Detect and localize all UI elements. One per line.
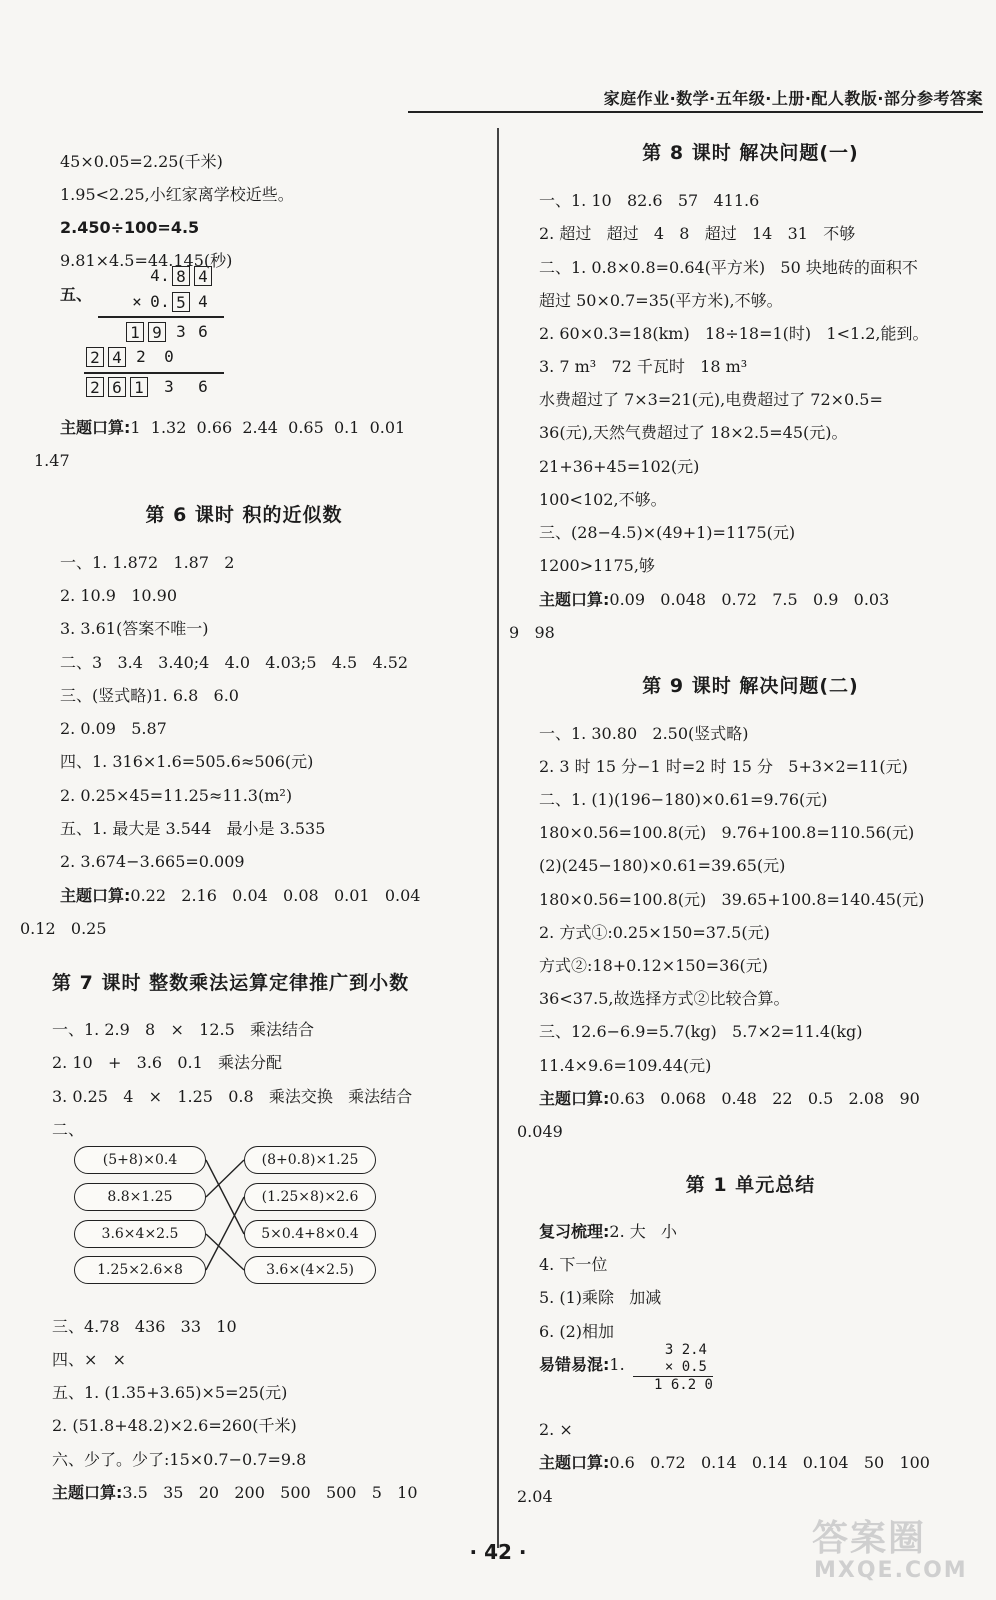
answer-line: 3. 7 m³ 72 千瓦时 18 m³ [539,357,748,376]
answer-line: 一、1. 1.872 1.87 2 [60,553,235,572]
answer-line: 0.049 [517,1122,563,1141]
answer-line: 二、1. 0.8×0.8=0.64(平方米) 50 块地砖的面积不 [539,258,918,277]
answer-line [52,1483,418,1503]
answer-values: 0.63 0.068 0.48 22 0.5 2.08 90 [609,1089,920,1108]
vm-row: 3 2.4 [664,1342,707,1358]
answer-line: 三、(竖式略)1. 6.8 6.0 [60,686,239,705]
answer-line: 2. × [539,1420,573,1439]
answer-line: 36(元),天然气费超过了 18×2.5=45(元)。 [539,423,848,442]
answer-line: 六、少了。少了:15×0.7−0.7=9.8 [52,1450,307,1469]
answer-line: 4. 下一位 [539,1255,608,1274]
answer-line: 1.95<2.25,小红家离学校近些。 [60,185,294,204]
watermark-logo [812,1508,982,1588]
digit-box: 1 [126,322,144,342]
section-label: 主题口算: [539,1453,610,1472]
digit: 3 [164,377,174,396]
page-number: · 42 · [469,1540,527,1564]
answer-line: 180×0.56=100.8(元) 9.76+100.8=110.56(元) [539,823,915,842]
expression-cloud: 1.25×2.6×8 [74,1256,206,1284]
section-label: 主题口算: [539,1089,610,1108]
digit: 4 [198,292,208,311]
section-label: 二、 [52,1120,85,1139]
match-line [206,1160,244,1234]
answer-line: 21+36+45=102(元) [539,457,700,476]
expression-cloud: 3.6×4×2.5 [74,1220,206,1248]
digit: 0 [150,292,160,311]
expression-cloud: 3.6×(4×2.5) [244,1256,376,1284]
lesson-title: 第 1 单元总结 [685,1174,816,1196]
vm-row: × 0.5 [633,1359,713,1377]
answer-line: 3. 3.61(答案不唯一) [60,619,209,638]
digit-box: 9 [148,322,166,342]
answer-line: 2. 0.09 5.87 [60,719,167,738]
answer-line: 0.12 0.25 [20,919,107,938]
digit: × [132,292,142,311]
match-line [206,1160,244,1197]
page-header: 家庭作业·数学·五年级·上册·配人教版·部分参考答案 [408,86,983,113]
answer-line: 2. 60×0.3=18(km) 18÷18=1(时) 1<1.2,能到。 [539,324,929,343]
answer-line: 超过 50×0.7=35(平方米),不够。 [539,291,783,310]
lesson-title: 第 8 课时 解决问题(一) [642,142,859,164]
answer-line: 四、1. 316×1.6=505.6≈506(元) [60,752,314,771]
answer-values: 0.6 0.72 0.14 0.14 0.104 50 100 [609,1453,930,1472]
answer-values: 1 1.32 0.66 2.44 0.65 0.1 0.01 [130,418,406,437]
answer-values: 0.22 2.16 0.04 0.08 0.01 0.04 [130,886,421,905]
answer-line: 三、4.78 436 33 10 [52,1317,237,1336]
expression-cloud: 8.8×1.25 [74,1183,206,1211]
answer-line: 一、1. 10 82.6 57 411.6 [539,191,760,210]
expression-cloud: (8+0.8)×1.25 [244,1146,376,1174]
answer-line [539,1453,930,1473]
answer-line: 3. 0.25 4 × 1.25 0.8 乘法交换 乘法结合 [52,1087,413,1106]
answer-line [539,1089,920,1109]
answer-line: 180×0.56=100.8(元) 39.65+100.8=140.45(元) [539,890,925,909]
answer-line: 五、1. (1.35+3.65)×5=25(元) [52,1383,288,1402]
answer-line: 二、1. (1)(196−180)×0.61=9.76(元) [539,790,828,809]
section-label: 主题口算: [52,1483,123,1502]
answer-line: 5. (1)乘除 加减 [539,1288,662,1307]
answer-line: 2. 0.25×45=11.25≈11.3(m²) [60,786,293,805]
lesson-title: 第 9 课时 解决问题(二) [642,675,859,697]
answer-line: 一、1. 30.80 2.50(竖式略) [539,724,749,743]
answer-line: 2. (51.8+48.2)×2.6=260(千米) [52,1416,297,1435]
section-label: 主题口算: [539,590,610,609]
answer-line: 45×0.05=2.25(千米) [60,152,223,171]
answer-line: (2)(245−180)×0.61=39.65(元) [539,856,786,875]
answer-line: 11.4×9.6=109.44(元) [539,1056,712,1075]
answer-values: 3.5 35 20 200 500 500 5 10 [122,1483,418,1502]
digit-box: 6 [108,377,126,397]
digit: 0 [164,347,174,366]
answer-values: 1. [609,1355,625,1374]
answer-line: 9 98 [509,623,555,642]
answer-line: 2.04 [517,1487,553,1506]
digit: 6 [198,322,208,341]
answer-line: 五、1. 最大是 3.544 最小是 3.535 [60,819,326,838]
watermark-url: MXQE.COM [814,1558,968,1583]
digit-box: 4 [194,266,212,286]
answer-values: 0.09 0.048 0.72 7.5 0.9 0.03 [609,590,890,609]
digit-box: 8 [172,266,190,286]
watermark-text: 答案圈 [812,1518,927,1559]
expression-cloud: (5+8)×0.4 [74,1146,206,1174]
answer-line: 100<102,不够。 [539,490,667,509]
answer-line: 2.450÷100=4.5 [60,218,200,237]
answer-line [539,590,889,610]
answer-line: 1.47 [34,451,70,470]
digit-box: 2 [86,377,104,397]
digit-box: 1 [130,377,148,397]
answer-line: 水费超过了 7×3=21(元),电费超过了 72×0.5= [539,390,883,409]
lesson-title: 第 6 课时 积的近似数 [145,504,343,526]
answer-line: 一、1. 2.9 8 × 12.5 乘法结合 [52,1020,315,1039]
answer-line: 2. 3 时 15 分−1 时=2 时 15 分 5+3×2=11(元) [539,757,908,776]
answer-line [539,1222,677,1242]
match-line [206,1197,244,1270]
answer-line: 三、(28−4.5)×(49+1)=1175(元) [539,523,796,542]
expression-cloud: (1.25×8)×2.6 [244,1183,376,1211]
answer-line: 方式②:18+0.12×150=36(元) [539,956,768,975]
section-label: 五、 [60,285,93,304]
section-label: 复习梳理: [539,1222,610,1241]
answer-line: 6. (2)相加 [539,1322,615,1341]
digit: 3 [176,322,186,341]
answer-line: 1200>1175,够 [539,556,655,575]
answer-line: 36<37.5,故选择方式②比较合算。 [539,989,790,1008]
digit: 2 [136,347,146,366]
section-label: 主题口算: [60,886,131,905]
answer-line [539,1355,625,1375]
answer-line: 2. 方式①:0.25×150=37.5(元) [539,923,770,942]
lesson-title: 第 7 课时 整数乘法运算定律推广到小数 [52,972,410,994]
answer-line: 9.81×4.5=44.145(秒) [60,251,233,270]
vm-row: 1 6.2 0 [653,1377,713,1393]
digit: 6 [198,377,208,396]
expression-cloud: 5×0.4+8×0.4 [244,1220,376,1248]
digit: . [160,292,170,311]
answer-values: 2. 大 小 [609,1222,678,1241]
vertical-multiplication [633,1342,713,1394]
digit-box: 5 [172,292,190,312]
answer-line: 四、× × [52,1350,127,1369]
section-label: 易错易混: [539,1355,610,1374]
digit: . [160,266,170,285]
digit-box: 2 [86,347,104,367]
answer-line: 三、12.6−6.9=5.7(kg) 5.7×2=11.4(kg) [539,1022,863,1041]
digit-box: 4 [108,347,126,367]
answer-line: 二、3 3.4 3.40;4 4.0 4.03;5 4.5 4.52 [60,653,409,672]
answer-line: 2. 10 + 3.6 0.1 乘法分配 [52,1053,283,1072]
answer-line: 2. 10.9 10.90 [60,586,178,605]
section-label: 主题口算: [60,418,131,437]
column-divider [497,128,499,1548]
digit: 4 [150,266,160,285]
answer-line: 2. 3.674−3.665=0.009 [60,852,245,871]
answer-line: 2. 超过 超过 4 8 超过 14 31 不够 [539,224,856,243]
match-line [206,1234,244,1270]
matching-lines [0,0,488,1400]
